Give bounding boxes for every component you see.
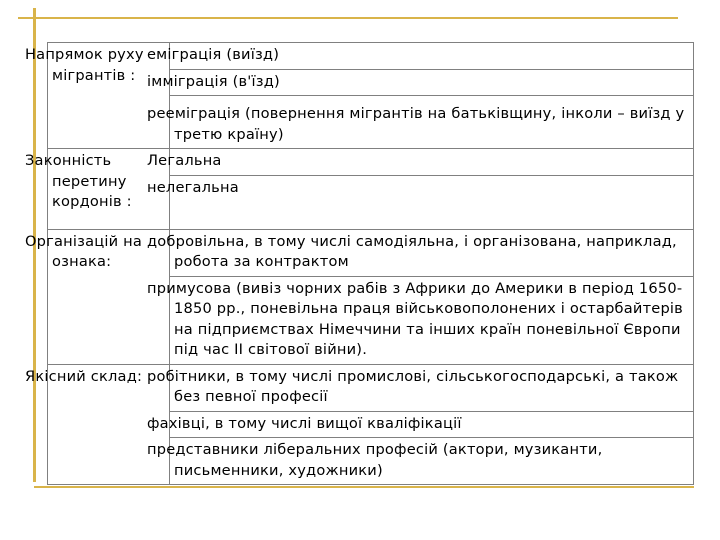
item-cell: представники ліберальних професій (актори, музиканти, письменники, художники)	[170, 438, 694, 485]
category-cell: Організацій на ознака:	[48, 229, 170, 364]
item-cell: рееміграція (повернення мігрантів на батьківщину, інколи – виїзд у третю країну)	[170, 96, 694, 149]
item-cell: імміграція (в'їзд)	[170, 69, 694, 96]
item-cell: фахівці, в тому числі вищої кваліфікації	[170, 411, 694, 438]
table-row	[48, 364, 694, 411]
decorative-bottom-line	[34, 486, 694, 488]
decorative-top-line	[18, 17, 678, 19]
item-cell: Легальна	[170, 149, 694, 176]
table-row	[48, 43, 694, 70]
table-row	[48, 149, 694, 176]
migration-classification-table	[25, 42, 694, 485]
category-cell: Законність перетину кордонів :	[48, 149, 170, 230]
item-cell: добровільна, в тому числі самодіяльна, і організована, наприклад, робота за контрактом	[170, 229, 694, 276]
item-cell: робітники, в тому числі промислові, сільськогосподарські, а також без певної професії	[170, 364, 694, 411]
table-row	[48, 229, 694, 276]
item-cell: нелегальна	[170, 175, 694, 229]
item-cell: примусова (вивіз чорних рабів з Африки до Америки в період 1650-1850 рр., поневільна праця військовополонених і остарбайтерів на підприємствах Німеччини та інших країн поневільної Європи під час II світової війни).	[170, 276, 694, 364]
item-cell: еміграція (виїзд)	[170, 43, 694, 70]
category-cell: Якісний склад:	[48, 364, 170, 485]
category-cell: Напрямок руху мігрантів :	[48, 43, 170, 149]
